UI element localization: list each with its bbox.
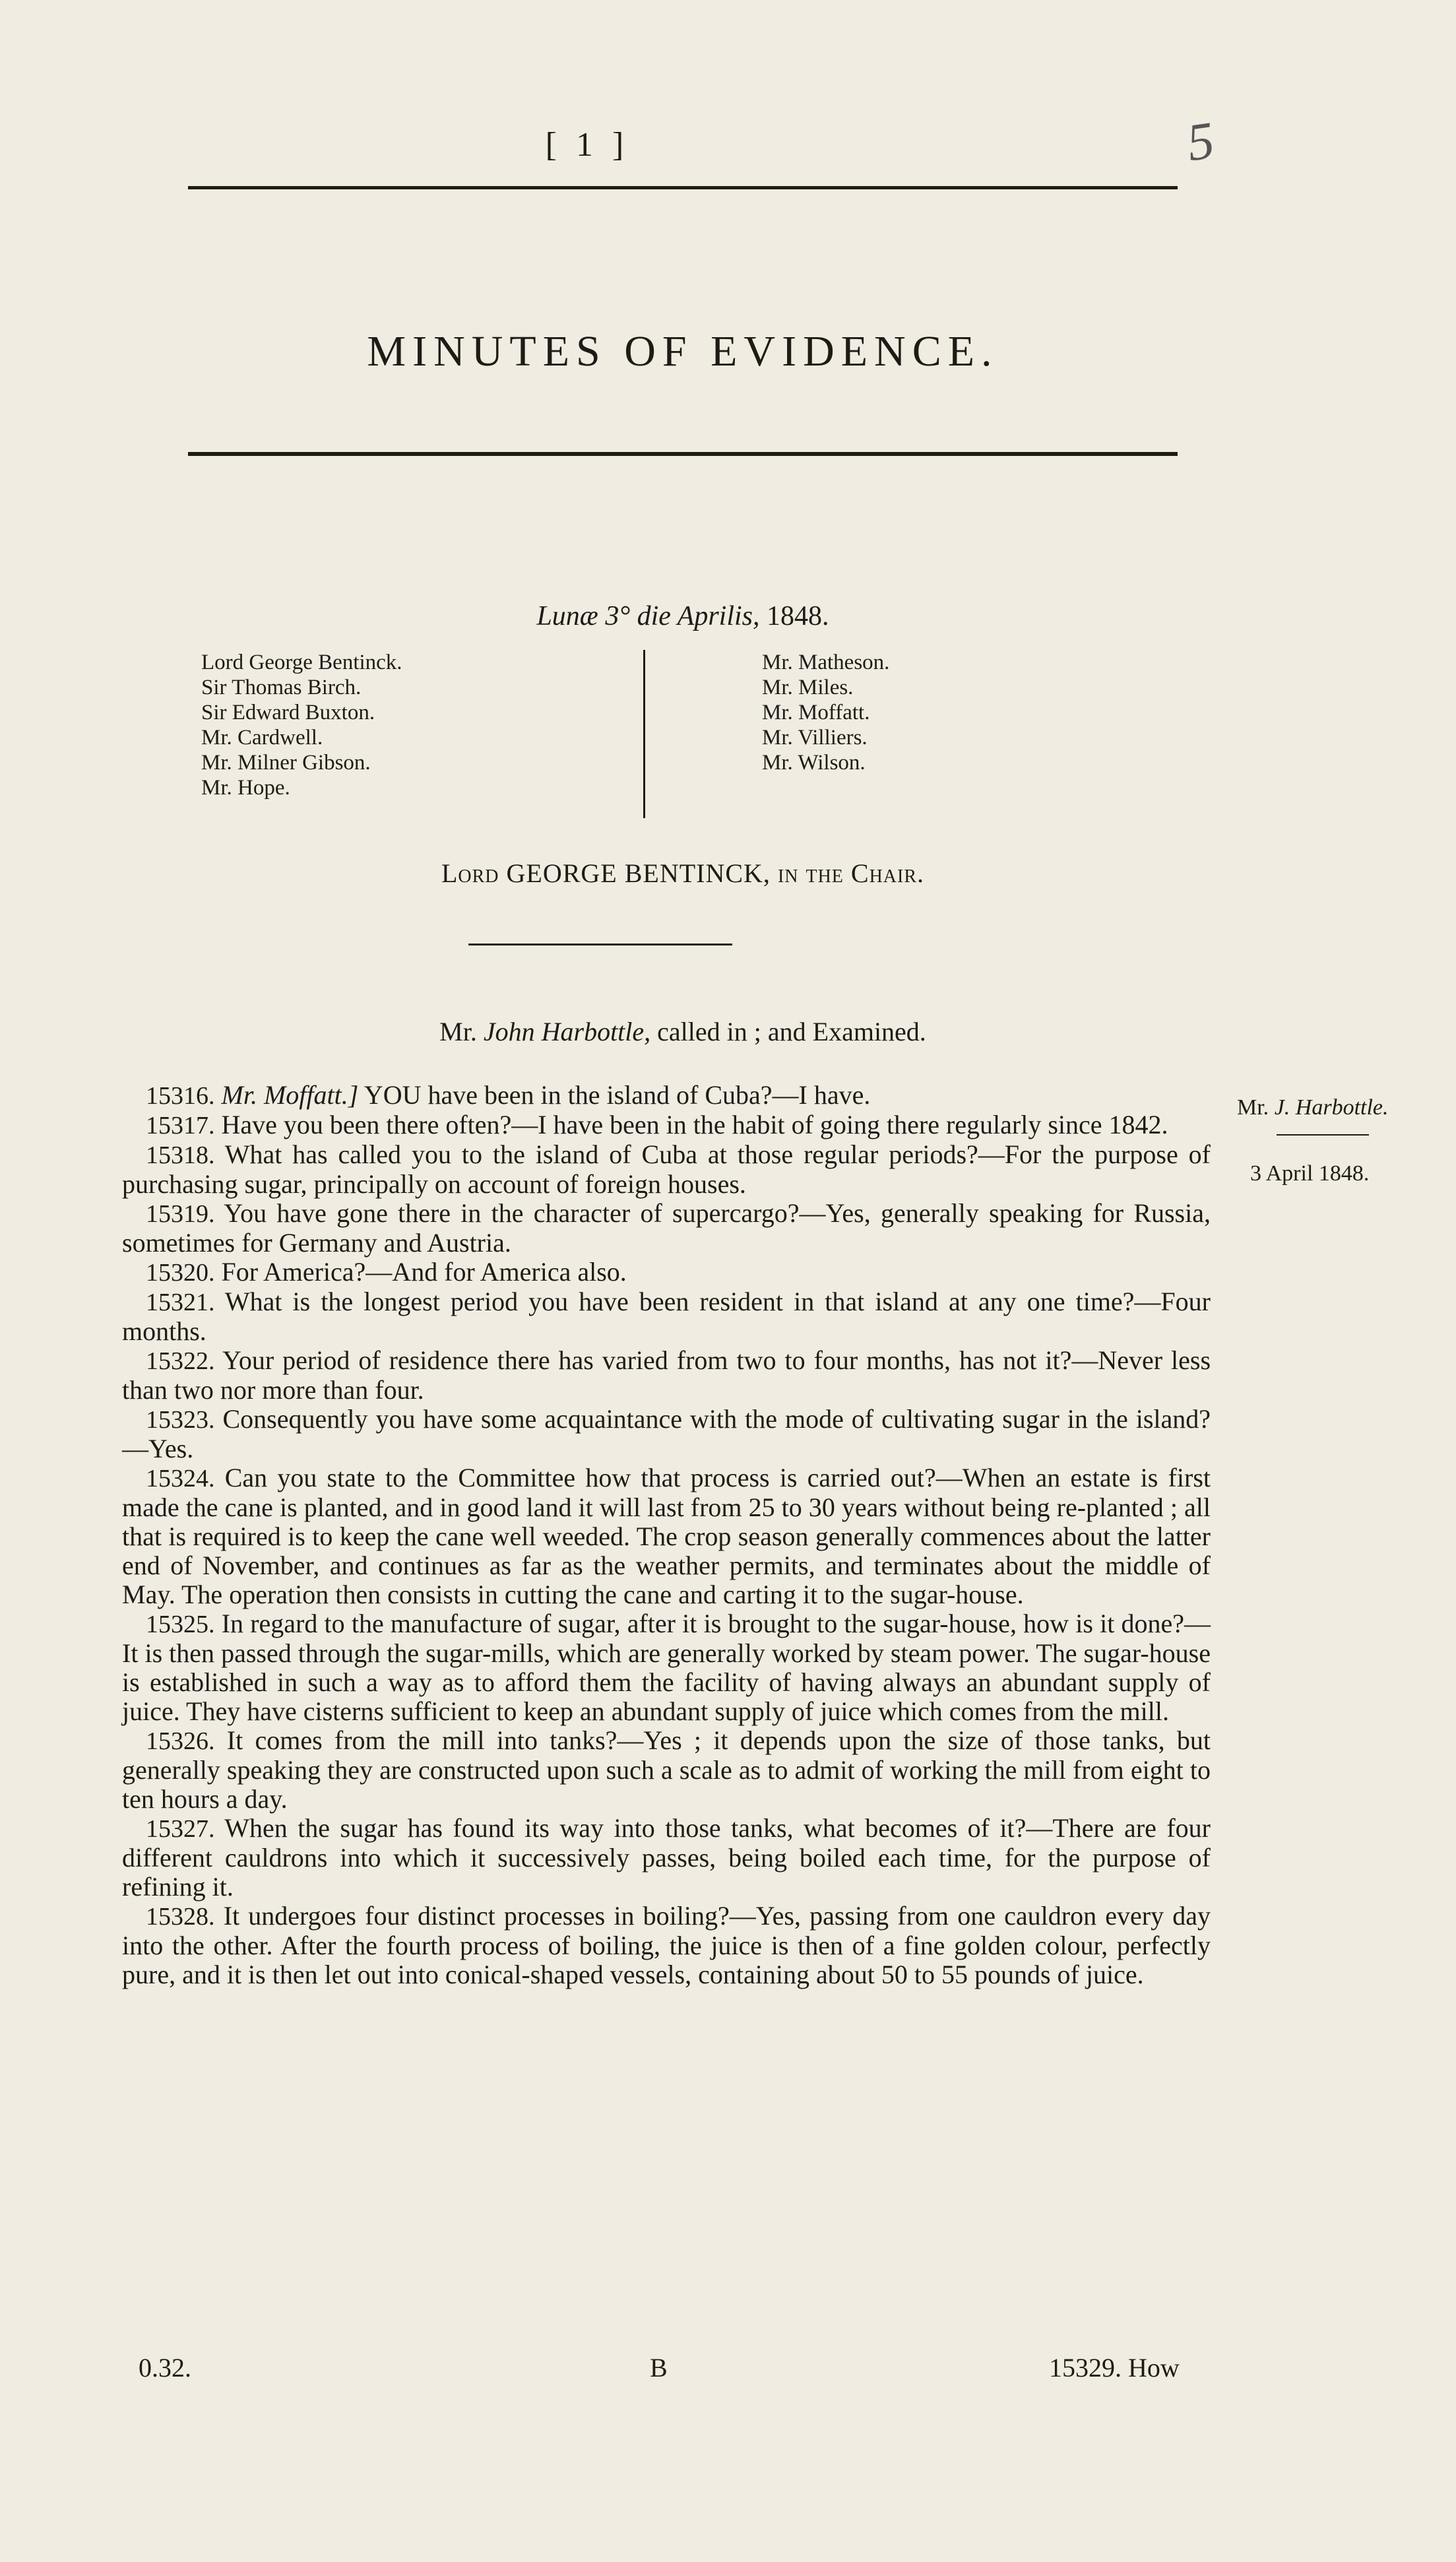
question-paragraph xyxy=(122,1463,1211,1609)
question-text: For America?—And for America also. xyxy=(221,1257,627,1287)
question-paragraph xyxy=(122,1110,1211,1140)
question-paragraph xyxy=(122,1609,1211,1726)
chair-suffix: in the Chair. xyxy=(777,858,925,888)
question-number: 15316. xyxy=(146,1082,215,1110)
question-number: 15320. xyxy=(146,1259,215,1287)
question-paragraph xyxy=(122,1081,1211,1110)
question-text: Have you been there often?—I have been in the habit of going there regularly since 1842. xyxy=(221,1110,1168,1139)
question-number: 15322. xyxy=(146,1347,215,1375)
document-title: MINUTES OF EVIDENCE. xyxy=(367,327,999,375)
witness-line xyxy=(188,1016,1178,1047)
member-name: Mr. Miles. xyxy=(762,676,854,699)
footer-catchword: 15329. How xyxy=(1049,2353,1180,2383)
question-text: You have gone there in the character of supercargo?—Yes, generally speaking for Russia, sometimes for Germany and Austria. xyxy=(122,1198,1211,1258)
question-paragraph xyxy=(122,1346,1211,1405)
question-number: 15326. xyxy=(146,1727,215,1755)
member-name: Mr. Milner Gibson. xyxy=(201,751,371,775)
page-number: [ 1 ] xyxy=(545,126,629,164)
session-date xyxy=(188,600,1178,632)
member-name: Mr. Hope. xyxy=(201,776,290,800)
member-name: Mr. Cardwell. xyxy=(201,726,323,750)
member-name: Sir Edward Buxton. xyxy=(201,701,375,724)
question-paragraph xyxy=(122,1140,1211,1199)
witness-prefix: Mr. xyxy=(439,1017,477,1046)
witness-name: John Harbottle, xyxy=(483,1017,651,1046)
question-text: It comes from the mill into tanks?—Yes ; it depends upon the size of those tanks, but generally speaking they are constructed upon such a scale as to admit of working the mill from eight to ten hours a day. xyxy=(122,1725,1211,1814)
handwritten-folio-mark: 5 xyxy=(1184,111,1218,173)
margin-name-prefix: Mr. xyxy=(1237,1095,1269,1120)
question-paragraph xyxy=(122,1199,1211,1258)
question-paragraph xyxy=(122,1287,1211,1346)
question-text: When the sugar has found its way into those tanks, what becomes of it?—There are four different cauldrons into which it successively passes, being boiled each time, for the purpose of refining it. xyxy=(122,1813,1211,1902)
member-name: Mr. Matheson. xyxy=(762,651,890,674)
chair-name: GEORGE BENTINCK, xyxy=(506,858,771,888)
member-name: Mr. Villiers. xyxy=(762,726,868,750)
chair-prefix: Lord xyxy=(441,858,499,888)
footer-sheet-ref: 0.32. xyxy=(139,2353,191,2383)
margin-rule xyxy=(1277,1134,1369,1136)
title-rule xyxy=(188,452,1178,456)
question-text: What is the longest period you have been resident in that island at any one time?—Four months. xyxy=(122,1287,1211,1346)
member-name: Sir Thomas Birch. xyxy=(201,676,362,699)
question-text: It undergoes four distinct processes in boiling?—Yes, passing from one cauldron every day into the other. After the fourth process of boiling, the juice is then of a fine golden colour, perfectly pure, and it is then let out into conical-shaped vessels, containing about 50 to 55 pounds of juice. xyxy=(122,1901,1211,1989)
witness-suffix: called in ; and Examined. xyxy=(657,1017,926,1046)
question-paragraph xyxy=(122,1902,1211,1989)
header-rule xyxy=(188,186,1178,189)
question-text: What has called you to the island of Cuba at those regular periods?—For the purpose of purchasing sugar, principally on account of foreign houses. xyxy=(122,1139,1211,1199)
chair-line xyxy=(188,858,1178,889)
question-paragraph xyxy=(122,1405,1211,1463)
question-text: In regard to the manufacture of sugar, after it is brought to the sugar-house, how is it done?—It is then passed through the sugar-mills, which are generally worked by steam power. The sugar-house is established in such a way as to afford them the facility of having always an abundant supply of juice. They have cisterns sufficient to keep an abundant supply of juice which comes from the mill. xyxy=(122,1609,1211,1726)
session-date-year: 1848. xyxy=(767,601,829,631)
member-name: Mr. Moffatt. xyxy=(762,701,870,724)
evidence-body xyxy=(122,1081,1211,1989)
question-number: 15323. xyxy=(146,1406,215,1434)
margin-date: 3 April 1848. xyxy=(1250,1161,1370,1186)
question-number: 15321. xyxy=(146,1289,215,1316)
question-number: 15317. xyxy=(146,1112,215,1139)
question-speaker: Mr. Moffatt.] xyxy=(221,1080,359,1110)
question-paragraph xyxy=(122,1726,1211,1814)
question-number: 15328. xyxy=(146,1903,215,1931)
question-number: 15319. xyxy=(146,1200,215,1228)
question-paragraph xyxy=(122,1814,1211,1902)
footer-signature: B xyxy=(650,2353,668,2383)
members-left-column xyxy=(201,650,402,800)
members-divider xyxy=(643,650,645,818)
question-text: Consequently you have some acquaintance with the mode of cultivating sugar in the island?—Yes. xyxy=(122,1404,1211,1463)
margin-name-italic: J. Harbottle. xyxy=(1274,1095,1389,1120)
margin-witness-name xyxy=(1237,1095,1389,1120)
question-number: 15327. xyxy=(146,1815,215,1843)
question-text: YOU have been in the island of Cuba?—I have. xyxy=(364,1080,871,1110)
session-date-latin: Lunæ 3° die Aprilis, xyxy=(536,601,760,631)
member-name: Lord George Bentinck. xyxy=(201,651,402,674)
question-paragraph xyxy=(122,1258,1211,1287)
question-number: 15325. xyxy=(146,1611,215,1638)
members-right-column xyxy=(762,650,889,775)
chair-rule xyxy=(468,944,732,945)
question-number: 15318. xyxy=(146,1141,215,1169)
member-name: Mr. Wilson. xyxy=(762,751,866,775)
question-text: Your period of residence there has varied from two to four months, has not it?—Never less than two nor more than four. xyxy=(122,1345,1211,1405)
question-number: 15324. xyxy=(146,1465,215,1492)
question-text: Can you state to the Committee how that process is carried out?—When an estate is first made the cane is planted, and in good land it will last from 25 to 30 years without being re-planted ; all that is required is to keep the cane well weeded. The crop season generally commences about the latter end of November, and continues as far as the weather permits, and terminates about the middle of May. The operation then consists in cutting the cane and carting it to the sugar-house. xyxy=(122,1463,1211,1609)
